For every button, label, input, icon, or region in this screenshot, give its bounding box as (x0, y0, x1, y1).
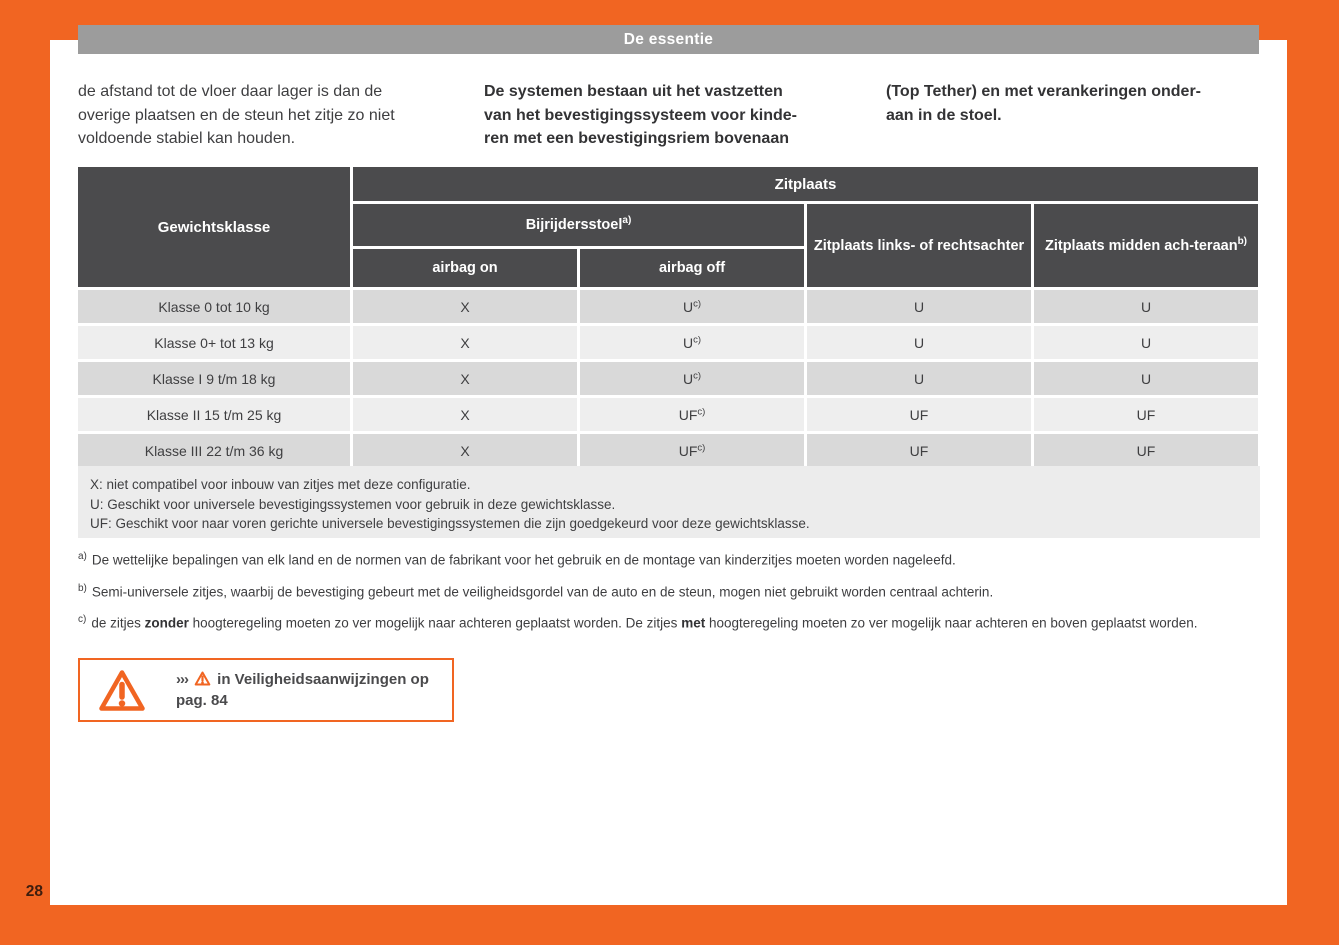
table-row (78, 398, 1258, 431)
intro-line: De systemen bestaan uit het vastzetten (484, 83, 783, 100)
intro-line: van het bevestigingssysteem voor kinde- (484, 106, 797, 124)
intro-line: aan in de stoel. (886, 106, 1002, 124)
intro-line: voldoende stabiel kan houden. (78, 130, 296, 147)
row-label: Klasse I 9 t/m 18 kg (78, 362, 350, 395)
cell-links: U (807, 326, 1031, 359)
section-title-bar (78, 25, 1259, 54)
intro-line: ren met een bevestigingsriem bovenaan (484, 130, 789, 147)
col-header-airbag-off: airbag off (580, 249, 804, 287)
cell-links: U (807, 290, 1031, 323)
cell-midden: UF (1034, 434, 1258, 467)
cell-airbag-on: X (353, 434, 577, 467)
cell-links: UF (807, 434, 1031, 467)
legend-line-uf: UF: Geschikt voor naar voren gerichte universele bevestigingssystemen die zijn goedgekeurd voor deze gewichtsklasse. (90, 516, 810, 531)
footnote-marker: c) (78, 614, 87, 625)
footnote-c: $^{c)}$ de zitjes zonder hoogteregeling moeten zo ver mogelijk naar achteren geplaatst worden. De zitjes met hoogteregeling moeten zo ver mogelijk naar achteren en boven geplaatst worden. (78, 614, 1198, 631)
cell-airbag-on: X (353, 398, 577, 431)
cell-midden: UF (1034, 398, 1258, 431)
intro-column-1 (78, 80, 468, 151)
seat-classification-table (75, 164, 1261, 470)
cell-airbag-off: $U^{c)}$ (580, 362, 804, 395)
row-label: Klasse II 15 t/m 25 kg (78, 398, 350, 431)
col-header-bijrijdersstoel: Bijrijdersstoel$^{a)}$ (353, 204, 804, 246)
table-row (78, 434, 1258, 467)
warning-reference-text: in Veiligheidsaanwijzingen op pag. 84 (176, 671, 429, 709)
cell-links: U (807, 362, 1031, 395)
table-row (78, 362, 1258, 395)
col-header-links-rechtsachter: Zitplaats links- of rechtsachter (807, 204, 1031, 287)
warning-box (78, 658, 454, 722)
table-row (78, 290, 1258, 323)
cell-links: UF (807, 398, 1031, 431)
row-label: Klasse 0+ tot 13 kg (78, 326, 350, 359)
intro-line: de afstand tot de vloer daar lager is dan de (78, 83, 383, 100)
col-header-midden-achteraan: Zitplaats midden ach-teraan$^{b)}$ (1034, 204, 1258, 287)
footnote-marker: b) (78, 582, 87, 594)
intro-line: (Top Tether) en met verankeringen onder- (886, 83, 1202, 100)
chevrons-glyph: ››› (176, 671, 188, 688)
warning-triangle-icon (97, 668, 147, 713)
cell-airbag-off: UF$^{c)}$ (580, 434, 804, 467)
cell-midden: U (1034, 290, 1258, 323)
seat-table-wrap (75, 164, 1261, 470)
cell-airbag-off: UF$^{c)}$ (580, 398, 804, 431)
intro-column-3 (886, 80, 1266, 127)
col-header-airbag-on: airbag on (353, 249, 577, 287)
warning-text (176, 669, 438, 711)
footnotes (78, 547, 1260, 642)
cell-airbag-on: X (353, 290, 577, 323)
table-row (78, 326, 1258, 359)
legend-line-x: X: niet compatibel voor inbouw van zitjes met deze configuratie. (90, 477, 471, 492)
footnote-a: $^{a)}$ De wettelijke bepalingen van elk land en de normen van de fabrikant voor het gebruik en de montage van kinderzitjes moeten worden nageleefd. (78, 551, 956, 568)
row-label: Klasse 0 tot 10 kg (78, 290, 350, 323)
col-header-zitplaats: Zitplaats (353, 167, 1258, 201)
cell-airbag-off: $U^{c)}$ (580, 290, 804, 323)
col-header-gewichtsklasse: Gewichtsklasse (78, 167, 350, 287)
footnote-marker: a) (78, 551, 87, 562)
page-number: 28 (25, 883, 43, 900)
legend-line-u: U: Geschikt voor universele bevestigingssystemen voor gebruik in deze gewichtsklasse. (90, 496, 616, 512)
page-title: De essentie (623, 30, 714, 48)
cell-airbag-off: $U^{c)}$ (580, 326, 804, 359)
footnote-b: $^{b)}$ Semi-universele zitjes, waarbij de bevestiging gebeurt met de veiligheidsgordel van de auto en de steun, mogen niet gebruikt worden centraal achterin. (78, 582, 994, 599)
cell-midden: U (1034, 362, 1258, 395)
warning-triangle-small-icon (194, 671, 211, 686)
table-legend (78, 466, 1260, 538)
row-label: Klasse III 22 t/m 36 kg (78, 434, 350, 467)
intro-column-2 (484, 80, 864, 151)
cell-midden: U (1034, 326, 1258, 359)
intro-line: overige plaatsen en de steun het zitje zo niet (78, 106, 395, 124)
cell-airbag-on: X (353, 326, 577, 359)
cell-airbag-on: X (353, 362, 577, 395)
